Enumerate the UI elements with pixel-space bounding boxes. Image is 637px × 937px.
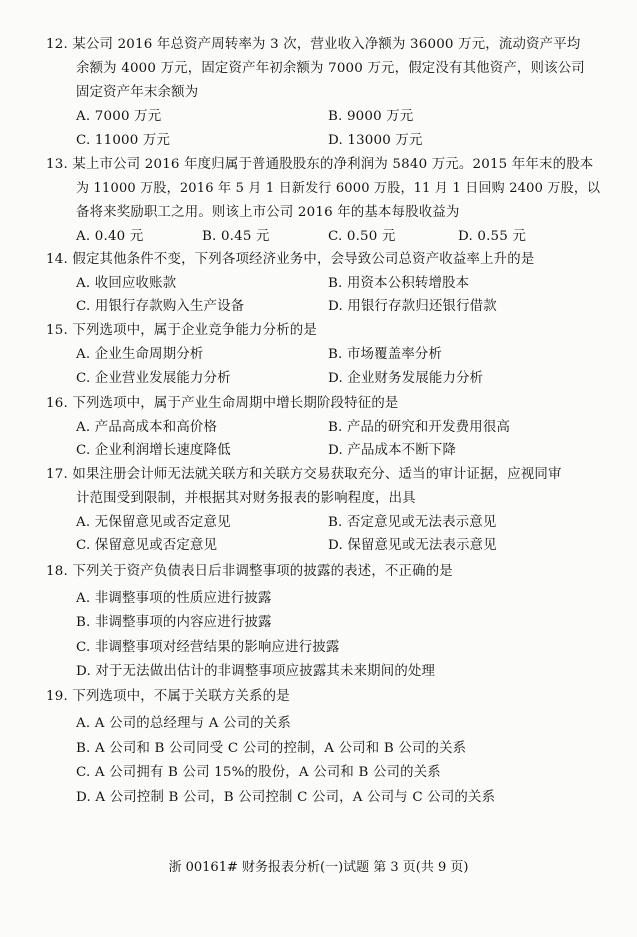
q16-option-a: A. 产品高成本和高价格 [76,420,218,435]
q15-option-b: B. 市场覆盖率分析 [328,347,443,362]
q13-option-b: B. 0.45 元 [202,229,270,244]
q13-stem-line-1: 13. 某上市公司 2016 年度归属于普通股股东的净利润为 5840 万元。2015 年年末的股本 [46,157,594,172]
q15-option-c: C. 企业营业发展能力分析 [76,371,231,386]
q13-stem-line-3: 备将来奖励职工之用。则该上市公司 2016 年的基本每股收益为 [76,205,460,220]
q14-option-c: C. 用银行存款购入生产设备 [76,299,245,314]
q18-option-a: A. 非调整事项的性质应进行披露 [76,591,272,606]
q12-option-b: B. 9000 万元 [328,109,414,124]
q12-option-d: D. 13000 万元 [328,133,423,148]
q17-option-b: B. 否定意见或无法表示意见 [328,515,497,530]
q15-option-d: D. 企业财务发展能力分析 [328,371,484,386]
q13-option-d: D. 0.55 元 [458,229,527,244]
q19-option-d: D. A 公司控制 B 公司，B 公司控制 C 公司，A 公司与 C 公司的关系 [76,790,496,805]
page-footer: 浙 00161# 财务报表分析(一)试题 第 3 页(共 9 页) [168,860,469,875]
q14-stem-line-1: 14. 假定其他条件不变，下列各项经济业务中，会导致公司总资产收益率上升的是 [46,252,535,267]
q13-option-c: C. 0.50 元 [328,229,396,244]
q17-stem-line-1: 17. 如果注册会计师无法就关联方和关联方交易获取充分、适当的审计证据，应视同审 [46,467,562,482]
q19-option-c: C. A 公司拥有 B 公司 15%的股份，A 公司和 B 公司的关系 [76,765,441,780]
q12-stem-line-3: 固定资产年末余额为 [76,85,199,100]
q16-stem-line-1: 16. 下列选项中，属于产业生命周期中增长期阶段特征的是 [46,396,399,411]
q12-option-a: A. 7000 万元 [76,109,162,124]
q14-option-b: B. 用资本公积转增股本 [328,276,470,291]
q18-option-d: D. 对于无法做出估计的非调整事项应披露其未来期间的处理 [76,664,436,679]
q15-option-a: A. 企业生命周期分析 [76,347,204,362]
q16-option-c: C. 企业利润增长速度降低 [76,443,231,458]
q13-stem-line-2: 为 11000 万股，2016 年 5 月 1 日新发行 6000 万股，11 月 1 日回购 2400 万股，以 [76,181,601,196]
q17-option-a: A. 无保留意见或否定意见 [76,515,231,530]
q18-stem-line-1: 18. 下列关于资产负债表日后非调整事项的披露的表述，不正确的是 [46,564,453,579]
q15-stem-line-1: 15. 下列选项中，属于企业竞争能力分析的是 [46,323,317,338]
q12-stem-line-2: 余额为 4000 万元，固定资产年初余额为 7000 万元，假定没有其他资产，则该公司 [76,61,585,76]
q16-option-b: B. 产品的研究和开发费用很高 [328,420,511,435]
q16-option-d: D. 产品成本不断下降 [328,443,457,458]
q18-option-c: C. 非调整事项对经营结果的影响应进行披露 [76,640,340,655]
q17-option-c: C. 保留意见或否定意见 [76,538,218,553]
q17-stem-line-2: 计范围受到限制，并根据其对财务报表的影响程度，出具 [76,491,416,506]
q19-option-b: B. A 公司和 B 公司同受 C 公司的控制，A 公司和 B 公司的关系 [76,741,467,756]
q19-option-a: A. A 公司的总经理与 A 公司的关系 [76,716,291,731]
q14-option-d: D. 用银行存款归还银行借款 [328,299,497,314]
q12-stem-line-1: 12. 某公司 2016 年总资产周转率为 3 次，营业收入净额为 36000 万元，流动资产平均 [46,37,581,52]
q18-option-b: B. 非调整事项的内容应进行披露 [76,615,272,630]
q12-option-c: C. 11000 万元 [76,133,171,148]
q14-option-a: A. 收回应收账款 [76,276,177,291]
q19-stem-line-1: 19. 下列选项中，不属于关联方关系的是 [46,689,290,704]
q13-option-a: A. 0.40 元 [76,229,144,244]
q17-option-d: D. 保留意见或无法表示意见 [328,538,497,553]
